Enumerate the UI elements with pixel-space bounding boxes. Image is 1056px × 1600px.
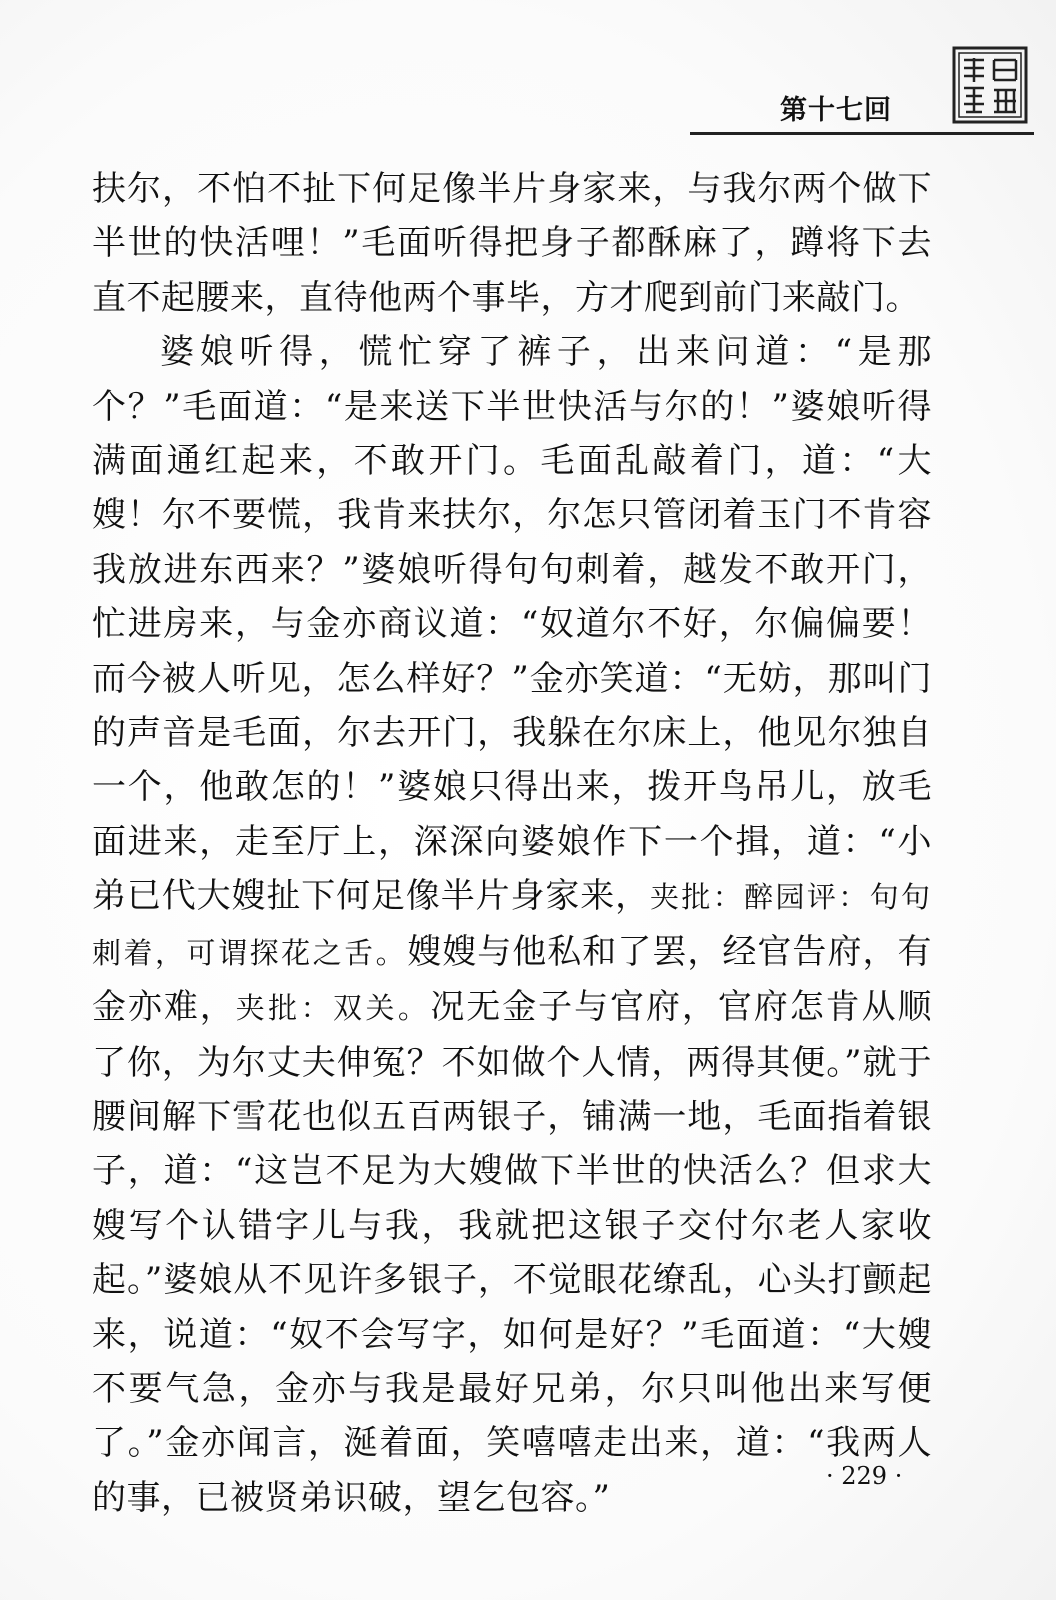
chapter-title: 第十七回 bbox=[780, 95, 892, 126]
seal-stamp-icon bbox=[952, 46, 1028, 124]
annotation-note-2: 夹批：双关。 bbox=[235, 991, 431, 1026]
paragraph-2-part-c: 况无金子与官府，官府怎肯从顺了你，为尔丈夫伸冤？不如做个人情，两得其便。”就于腰间解下雪花也似五百两银子，铺满一地，毛面指着银子，道：“这岂不足为大嫂做下半世的快活么？但求大嫂写个认错字儿与我，我就把这银子交付尔老人家收起。”婆娘从不见许多银子，不觉眼花缭乱，心头打颤起来，说道：“奴不会写字，如何是好？”毛面道：“大嫂不要气急，金亦与我是最好兄弟，尔只叫他出来写便了。”金亦闻言，涎着面，笑嘻嘻走出来，道：“我两人的事，已被贤弟识破，望乞包容。” bbox=[92, 987, 933, 1518]
annotation-note-1: 夹批：醉园评：句句刺着，可谓探花之舌。 bbox=[92, 880, 932, 970]
body-text bbox=[92, 162, 932, 1525]
header-rule bbox=[690, 132, 1034, 135]
paragraph-2-part-b: 嫂嫂与他私和了罢，经官告府，有金亦难， bbox=[92, 931, 932, 1028]
paragraph-2 bbox=[92, 325, 932, 1525]
page-number: · 229 · bbox=[826, 1462, 903, 1490]
paragraph-2-part-a: 婆娘听得，慌忙穿了裤子，出来问道：“是那个？”毛面道：“是来送下半世快活与尔的！”婆娘听得满面通红起来，不敢开门。毛面乱敲着门，道：“大嫂！尔不要慌，我肯来扶尔，尔怎只管闭着玉门不肯容我放进东西来？”婆娘听得句句刺着，越发不敢开门，忙进房来，与金亦商议道：“奴道尔不好，尔偏偏要！而今被人听见，怎么样好？”金亦笑道：“无妨，那叫门的声音是毛面，尔去开门，我躲在尔床上，他见尔独自一个，他敢怎的！”婆娘只得出来，拨开鸟吊儿，放毛面进来，走至厅上，深深向婆娘作下一个揖，道：“小弟已代大嫂扯下何足像半片身家来， bbox=[92, 332, 932, 917]
paragraph-1: 扶尔，不怕不扯下何足像半片身家来，与我尔两个做下半世的快活哩！”毛面听得把身子都酥麻了，蹲将下去直不起腰来，直待他两个事毕，方才爬到前门来敲门。 bbox=[92, 169, 932, 318]
